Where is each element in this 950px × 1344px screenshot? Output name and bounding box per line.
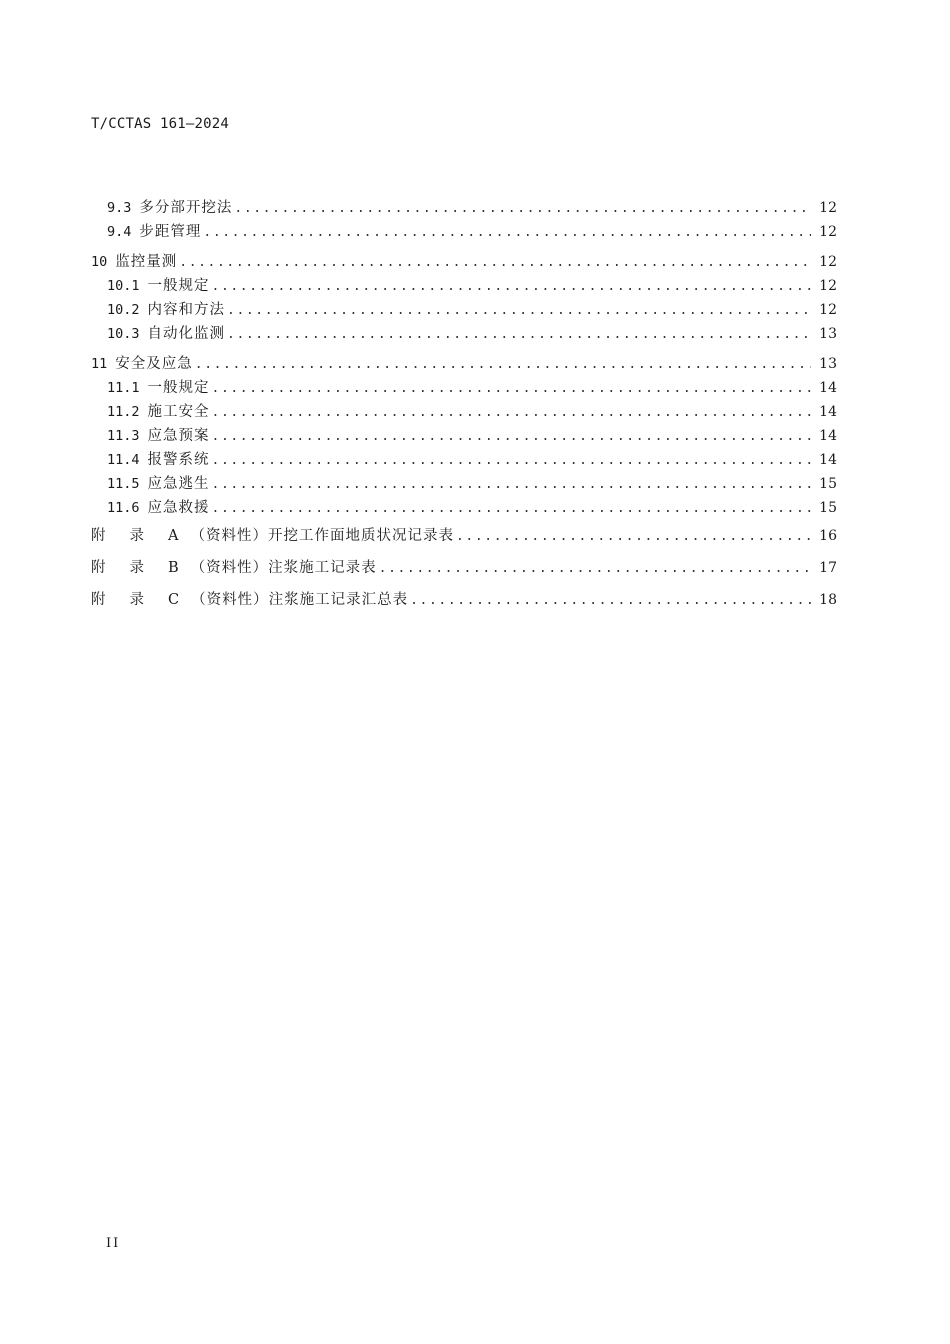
dot-leader — [227, 299, 811, 323]
appendix-word: 附 — [91, 592, 106, 608]
toc-page: 15 — [819, 476, 837, 492]
appendix-word: 附 — [91, 560, 106, 576]
toc-number: 11.1 — [107, 380, 140, 396]
toc-title: 自动化监测 — [147, 326, 226, 342]
toc-entry-11-3[interactable] — [91, 424, 837, 448]
toc-entry-9-3[interactable] — [91, 196, 837, 220]
appendix-label — [91, 520, 190, 552]
toc-entry-11-1[interactable] — [91, 376, 837, 400]
toc-title: 一般规定 — [147, 380, 210, 396]
dot-leader — [212, 425, 811, 449]
dot-leader — [179, 251, 811, 275]
toc-title: 应急预案 — [147, 428, 210, 444]
toc-entry-11[interactable] — [91, 352, 837, 376]
dot-leader — [212, 449, 811, 473]
document-code: T/CCTAS 161—2024 — [91, 116, 230, 132]
toc-title: 内容和方法 — [147, 302, 226, 318]
toc-page: 12 — [819, 200, 837, 216]
dot-leader — [456, 521, 811, 553]
toc-entry-10-1[interactable] — [91, 274, 837, 298]
toc-entry-11-2[interactable] — [91, 400, 837, 424]
appendix-letter: C — [168, 592, 180, 608]
toc-entry-appendix-a[interactable] — [91, 520, 837, 552]
toc-number: 11.6 — [107, 500, 140, 516]
toc-title: （资料性）注浆施工记录汇总表 — [191, 592, 409, 608]
appendix-word: 附 — [91, 528, 106, 544]
dot-leader — [212, 401, 811, 425]
toc-number: 10.1 — [107, 278, 140, 294]
dot-leader — [410, 585, 811, 617]
toc-number: 11.2 — [107, 404, 140, 420]
dot-leader — [212, 275, 811, 299]
toc-title: 监控量测 — [115, 254, 178, 270]
toc-page: 17 — [819, 560, 837, 576]
page-number: II — [106, 1236, 121, 1251]
toc-entry-11-6[interactable] — [91, 496, 837, 520]
toc-entry-11-5[interactable] — [91, 472, 837, 496]
toc-title: 应急救援 — [147, 500, 210, 516]
toc-number: 10.3 — [107, 326, 140, 342]
toc-title: （资料性）注浆施工记录表 — [190, 560, 377, 576]
toc-number: 11 — [91, 356, 108, 372]
toc-number: 9.3 — [107, 200, 132, 216]
toc-number: 10.2 — [107, 302, 140, 318]
appendix-word: 录 — [129, 528, 144, 544]
toc-page: 14 — [819, 452, 837, 468]
toc-page: 12 — [819, 302, 837, 318]
appendix-letter: A — [168, 528, 179, 544]
toc-entry-11-4[interactable] — [91, 448, 837, 472]
toc-entry-appendix-c[interactable] — [91, 584, 837, 616]
appendix-label — [91, 584, 191, 616]
toc-title: 报警系统 — [147, 452, 210, 468]
toc-page: 18 — [819, 592, 837, 608]
dot-leader — [227, 323, 811, 347]
toc-title: （资料性）开挖工作面地质状况记录表 — [190, 528, 454, 544]
toc-page: 13 — [819, 326, 837, 342]
dot-leader — [234, 197, 811, 221]
toc-entry-10[interactable] — [91, 250, 837, 274]
toc-title: 一般规定 — [147, 278, 210, 294]
toc-title: 安全及应急 — [115, 356, 193, 372]
toc-title: 多分部开挖法 — [139, 200, 233, 216]
toc-page: 12 — [819, 224, 837, 240]
toc-page: 14 — [819, 380, 837, 396]
toc-page: 12 — [819, 254, 837, 270]
toc-number: 10 — [91, 254, 108, 270]
table-of-contents — [91, 196, 837, 616]
dot-leader — [212, 377, 811, 401]
toc-number: 11.4 — [107, 452, 140, 468]
dot-leader — [203, 221, 811, 245]
toc-number: 11.5 — [107, 476, 140, 492]
appendix-letter: B — [168, 560, 179, 576]
toc-page: 15 — [819, 500, 837, 516]
dot-leader — [379, 553, 811, 585]
toc-page: 14 — [819, 404, 837, 420]
toc-page: 16 — [819, 528, 837, 544]
toc-page: 14 — [819, 428, 837, 444]
toc-entry-9-4[interactable] — [91, 220, 837, 244]
dot-leader — [212, 497, 811, 521]
toc-entry-10-3[interactable] — [91, 322, 837, 346]
toc-title: 步距管理 — [139, 224, 202, 240]
toc-title: 施工安全 — [147, 404, 210, 420]
toc-page: 12 — [819, 278, 837, 294]
toc-page: 13 — [819, 356, 837, 372]
appendix-label — [91, 552, 191, 584]
appendix-word: 录 — [129, 592, 144, 608]
toc-entry-10-2[interactable] — [91, 298, 837, 322]
toc-number: 9.4 — [107, 224, 132, 240]
toc-title: 应急逃生 — [147, 476, 210, 492]
toc-number: 11.3 — [107, 428, 140, 444]
toc-entry-appendix-b[interactable] — [91, 552, 837, 584]
dot-leader — [195, 353, 811, 377]
appendix-word: 录 — [129, 560, 144, 576]
dot-leader — [212, 473, 811, 497]
